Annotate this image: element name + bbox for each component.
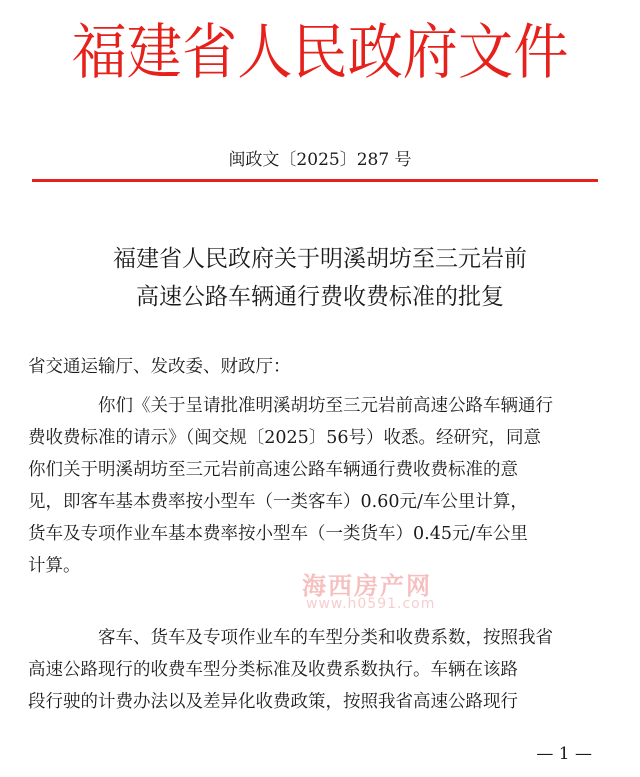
body-paragraph-1: [28, 390, 612, 582]
watermark-url: www.h0591.com: [306, 596, 436, 612]
paragraph-line: 你们《关于呈请批准明溪胡坊至三元岩前高速公路车辆通行: [98, 396, 553, 416]
document-number: 闽政文〔2025〕287 号: [228, 150, 412, 170]
paragraph-line: 货车及专项作业车基本费率按小型车（一类货车）0.45元/车公里: [28, 524, 528, 544]
body-paragraph-2: [28, 622, 612, 718]
paragraph-line: 计算。: [28, 556, 81, 576]
page-number: — 1 —: [536, 744, 592, 764]
document-title-line-2: 高速公路车辆通行费收费标准的批复: [136, 284, 504, 310]
red-divider-line: [32, 179, 598, 182]
masthead-title: 福建省人民政府文件: [71, 18, 569, 88]
watermark-name: 海西房产网: [302, 572, 432, 600]
paragraph-line: 段行驶的计费办法以及差异化收费政策，按照我省高速公路现行: [28, 692, 518, 712]
paragraph-line: 客车、货车及专项作业车的车型分类和收费系数，按照我省: [98, 628, 553, 648]
addressee: 省交通运输厅、发改委、财政厅：: [28, 357, 291, 377]
paragraph-line: 高速公路现行的收费车型分类标准及收费系数执行。车辆在该路: [28, 660, 518, 680]
document-title: [0, 240, 640, 316]
paragraph-line: 你们关于明溪胡坊至三元岩前高速公路车辆通行费收费标准的意: [28, 460, 518, 480]
paragraph-line: 见，即客车基本费率按小型车（一类客车）0.60元/车公里计算，: [28, 492, 528, 512]
paragraph-line: 费收费标准的请示》（闽交规〔2025〕56号）收悉。经研究，同意: [28, 428, 542, 448]
document-title-line-1: 福建省人民政府关于明溪胡坊至三元岩前: [113, 246, 527, 272]
